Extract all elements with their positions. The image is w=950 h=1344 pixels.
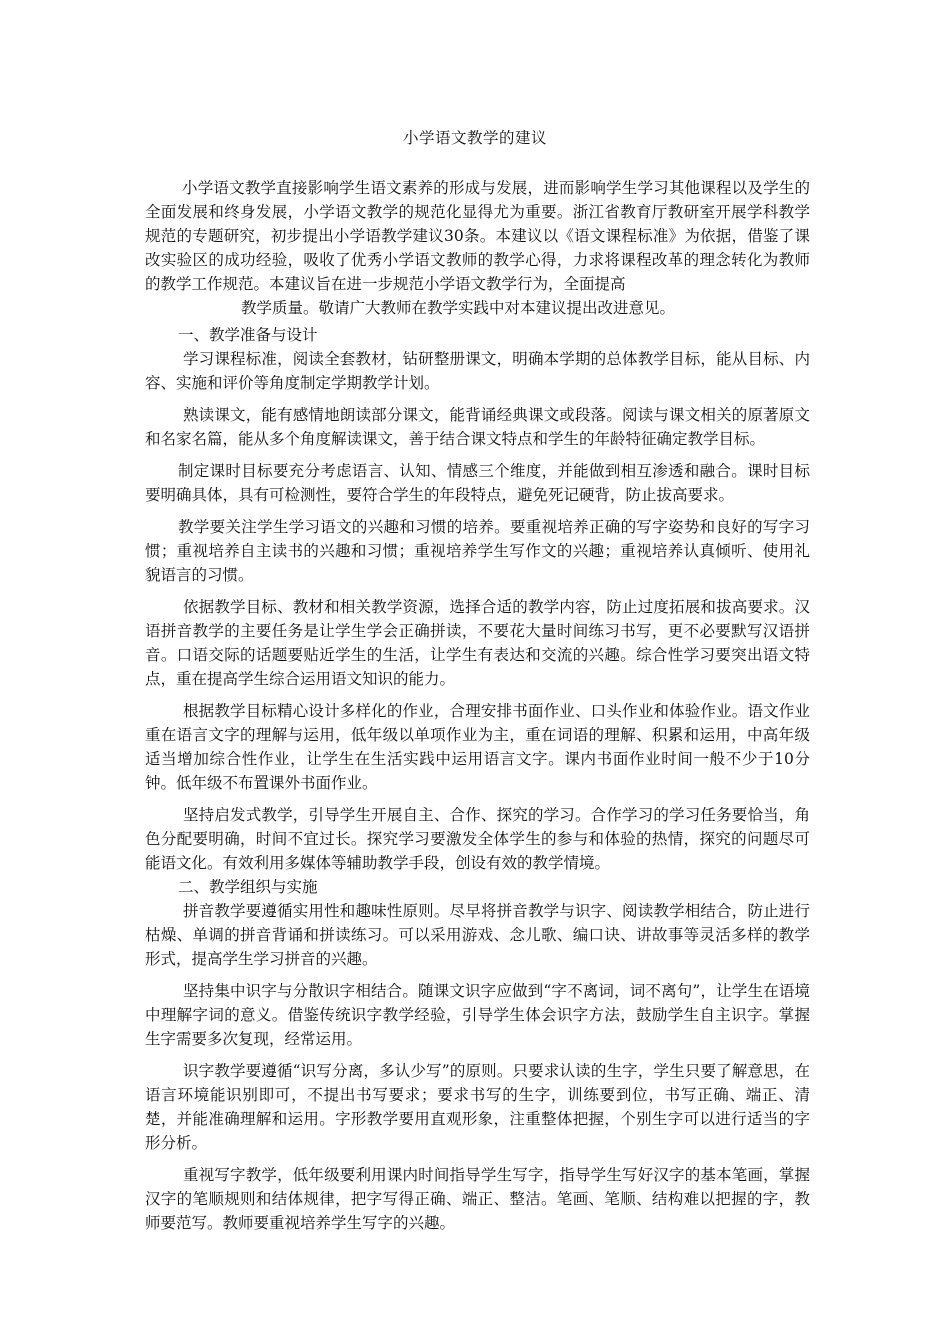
section1-paragraph: 根据教学目标精心设计多样化的作业，合理安排书面作业、口头作业和体验作业。语文作业重在语言文字的理解与运用，低年级以单项作业为主，重在词语的理解、积累和运用，中高年级适当增加综合性作业，让学生在生活实践中运用语言文字。课内书面作业时间一般不少于10分钟。低年级不布置课外书面作业。 — [145, 702, 810, 792]
section2-paragraph: 识字教学要遵循“识写分离，多认少写”的原则。只要求认读的生字，学生只要了解意思，在语言环境能识别即可，不提出书写要求；要求书写的生字，训练要到位，书写正确、端正、清楚，并能准确理解和运用。字形教学要用直观形象，注重整体把握，个别生字可以进行适当的字形分析。 — [145, 1062, 810, 1152]
section-heading-preparation: 一、教学准备与设计 — [178, 326, 318, 344]
document-body — [145, 176, 810, 1235]
section1-paragraph: 坚持启发式教学，引导学生开展自主、合作、探究的学习。合作学习的学习任务要恰当，角色分配要明确，时间不宜过长。探究学习要激发全体学生的参与和体验的热情，探究的问题尽可能语文化。有效利用多媒体等辅助教学手段，创设有效的教学情境。 — [145, 806, 810, 872]
section1-paragraph: 学习课程标准，阅读全套教材，钻研整册课文，明确本学期的总体教学目标，能从目标、内容、实施和评价等角度制定学期教学计划。 — [145, 350, 810, 392]
section1-paragraph: 依据教学目标、教材和相关教学资源，选择合适的教学内容，防止过度拓展和拔高要求。汉语拼音教学的主要任务是让学生学会正确拼读，不要花大量时间练习书写，更不必要默写汉语拼音。口语交际的话题要贴近学生的生活，让学生有表达和交流的兴趣。综合性学习要突出语文特点，重在提高学生综合运用语文知识的能力。 — [145, 598, 810, 688]
section1-paragraph: 制定课时目标要充分考虑语言、认知、情感三个维度，并能做到相互渗透和融合。课时目标要明确具体，具有可检测性，要符合学生的年段特点，避免死记硬背，防止拔高要求。 — [145, 462, 810, 504]
section-heading-organization: 二、教学组织与实施 — [178, 878, 318, 896]
section1-paragraph: 教学要关注学生学习语文的兴趣和习惯的培养。要重视培养正确的写字姿势和良好的写字习惯；重视培养自主读书的兴趣和习惯；重视培养学生写作文的兴趣；重视培养认真倾听、使用礼貌语言的习惯。 — [145, 518, 810, 584]
section2-paragraph: 拼音教学要遵循实用性和趣味性原则。尽早将拼音教学与识字、阅读教学相结合，防止进行枯燥、单调的拼音背诵和拼读练习。可以采用游戏、念儿歌、编口诀、讲故事等灵活多样的教学形式，提高学生学习拼音的兴趣。 — [145, 902, 810, 968]
section2-paragraph: 重视写字教学，低年级要利用课内时间指导学生写字，指导学生写好汉字的基本笔画，掌握汉字的笔顺规则和结体规律，把字写得正确、端正、整洁。笔画、笔顺、结构难以把握的字，教师要范写。教师要重视培养学生写字的兴趣。 — [145, 1166, 810, 1232]
section1-paragraph: 熟读课文，能有感情地朗读部分课文，能背诵经典课文或段落。阅读与课文相关的原著原文和名家名篇，能从多个角度解读课文，善于结合课文特点和学生的年龄特征确定教学目标。 — [145, 406, 810, 448]
document-title: 小学语文教学的建议 — [402, 129, 547, 147]
intro-paragraph: 小学语文教学直接影响学生语文素养的形成与发展，进而影响学生学习其他课程以及学生的全面发展和终身发展，小学语文教学的规范化显得尤为重要。浙江省教育厅教研室开展学科教学规范的专题研究，初步提出小学语教学建议30条。本建议以《语文课程标准》为依据，借鉴了课改实验区的成功经验，吸收了优秀小学语文教师的教学心得，力求将课程改革的理念转化为教师的教学工作规范。本建议旨在进一步规范小学语文教学行为，全面提高 — [145, 179, 810, 293]
section2-paragraph: 坚持集中识字与分散识字相结合。随课文识字应做到“字不离词，词不离句”，让学生在语境中理解字词的意义。借鉴传统识字教学经验，引导学生体会识字方法，鼓励学生自主识字。掌握生字需要多次复现，经常运用。 — [145, 982, 810, 1048]
intro-paragraph-ending: 教学质量。敬请广大教师在教学实践中对本建议提出改进意见。 — [241, 299, 676, 317]
